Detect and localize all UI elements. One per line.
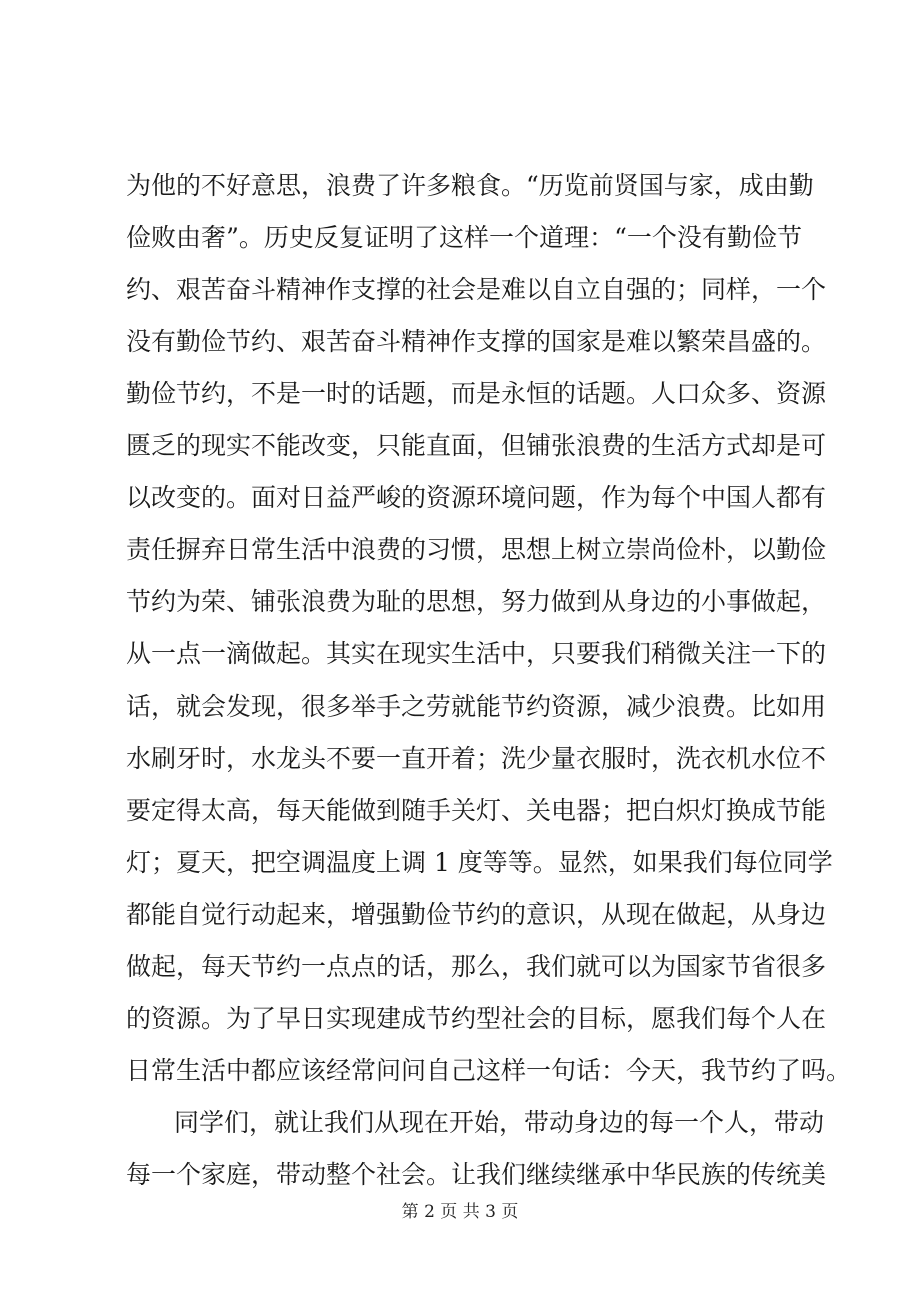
paragraph-line: 要定得太高，每天能做到随手关灯、关电器；把白炽灯换成节能 bbox=[126, 796, 827, 825]
paragraph-line: 话，就会发现，很多举手之劳就能节约资源，减少浪费。比如用 bbox=[126, 692, 827, 721]
paragraph-line: 的资源。为了早日实现建成节约型社会的目标，愿我们每个人在 bbox=[126, 1004, 827, 1033]
paragraph-line: 做起，每天节约一点点的话，那么，我们就可以为国家节省很多 bbox=[126, 952, 827, 981]
page-footer: 第 2 页 共 3 页 bbox=[401, 1202, 519, 1222]
paragraph-line: 责任摒弃日常生活中浪费的习惯，思想上树立崇尚俭朴，以勤俭 bbox=[126, 535, 827, 564]
paragraph-line: 水刷牙时，水龙头不要一直开着；洗少量衣服时，洗衣机水位不 bbox=[126, 744, 827, 773]
paragraph-line: 匮乏的现实不能改变，只能直面，但铺张浪费的生活方式却是可 bbox=[126, 431, 827, 460]
paragraph-line-indented: 同学们，就让我们从现在开始，带动身边的每一个人，带动 bbox=[174, 1108, 825, 1137]
paragraph-line: 节约为荣、铺张浪费为耻的思想，努力做到从身边的小事做起， bbox=[126, 587, 827, 616]
paragraph-line: 没有勤俭节约、艰苦奋斗精神作支撑的国家是难以繁荣昌盛的。 bbox=[126, 327, 827, 356]
paragraph-line: 每一个家庭，带动整个社会。让我们继续继承中华民族的传统美 bbox=[126, 1160, 827, 1189]
paragraph-line: 约、艰苦奋斗精神作支撑的社会是难以自立自强的；同样，一个 bbox=[126, 275, 827, 304]
paragraph-line: 日常生活中都应该经常问问自己这样一句话：今天，我节约了吗。 bbox=[126, 1056, 852, 1085]
paragraph-line: 为他的不好意思，浪费了许多粮食。“历览前贤国与家，成由勤 bbox=[126, 171, 814, 200]
paragraph-line: 灯；夏天，把空调温度上调 1 度等等。显然，如果我们每位同学 bbox=[126, 848, 833, 877]
paragraph-line: 俭败由奢”。历史反复证明了这样一个道理：“一个没有勤俭节 bbox=[126, 223, 802, 252]
paragraph-line: 勤俭节约，不是一时的话题，而是永恒的话题。人口众多、资源 bbox=[126, 379, 827, 408]
paragraph-line: 以改变的。面对日益严峻的资源环境问题，作为每个中国人都有 bbox=[126, 483, 827, 512]
paragraph-line: 从一点一滴做起。其实在现实生活中，只要我们稍微关注一下的 bbox=[126, 639, 827, 668]
paragraph-line: 都能自觉行动起来，增强勤俭节约的意识，从现在做起，从身边 bbox=[126, 900, 827, 929]
